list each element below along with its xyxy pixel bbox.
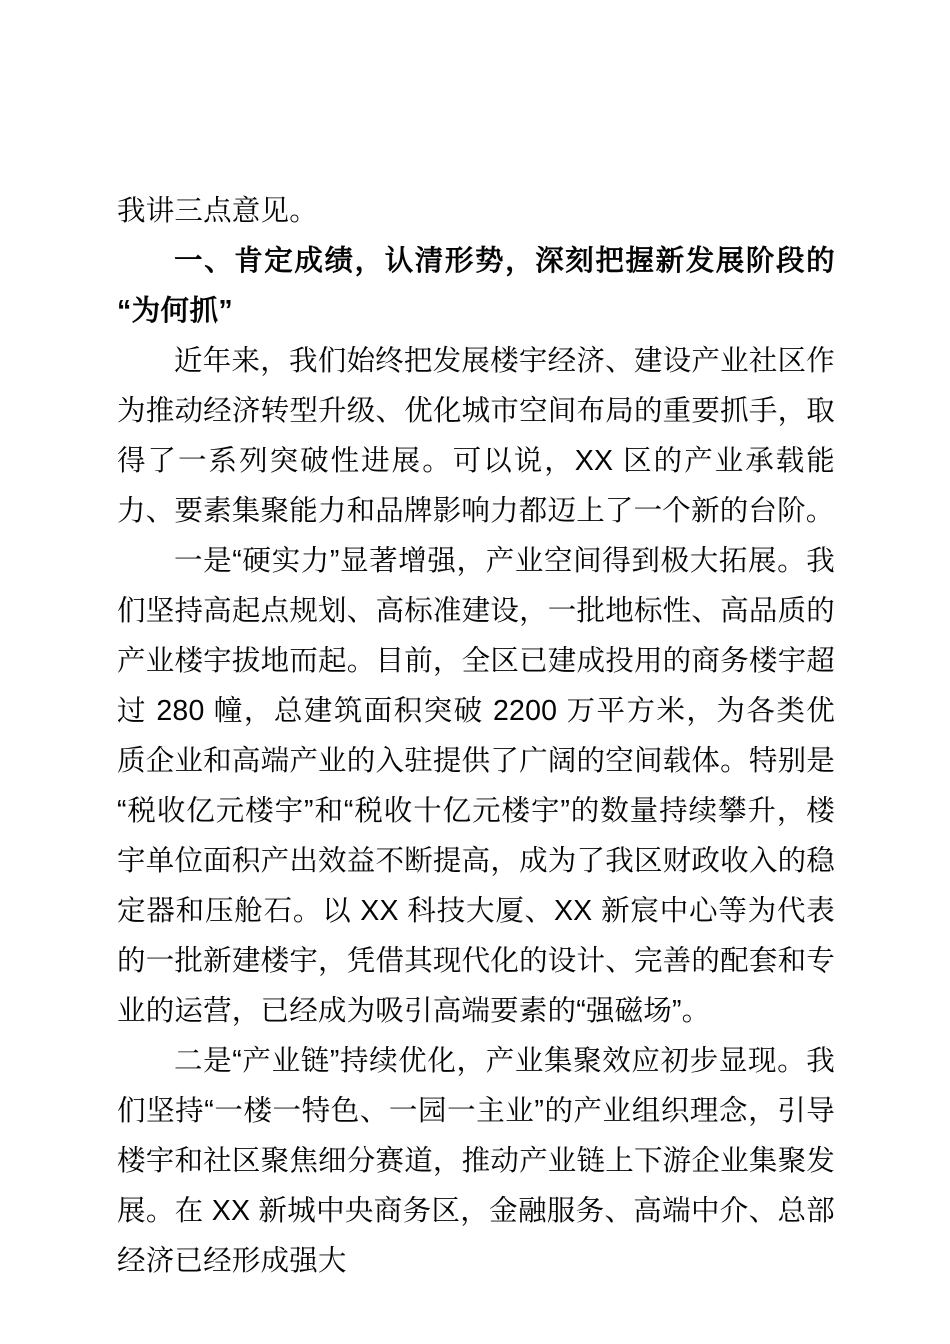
intro-line: 我讲三点意见。 <box>117 195 318 227</box>
document-body <box>117 186 835 1286</box>
paragraph-3: 二是“产业链”持续优化，产业集聚效应初步显现。我们坚持“一楼一特色、一园一主业”的产业组织理念，引导楼宇和社区聚焦细分赛道，推动产业链上下游企业集聚发展。在 XX 新城中央商务区，金融服务、高端中介、总部经济已经形成强大 <box>117 1045 835 1277</box>
paragraph-1: 近年来，我们始终把发展楼宇经济、建设产业社区作为推动经济转型升级、优化城市空间布局的重要抓手，取得了一系列突破性进展。可以说，XX 区的产业承载能力、要素集聚能力和品牌影响力都迈上了一个新的台阶。 <box>117 345 835 527</box>
section-heading-1: 一、肯定成绩，认清形势，深刻把握新发展阶段的“为何抓” <box>117 245 835 327</box>
paragraph-2: 一是“硬实力”显著增强，产业空间得到极大拓展。我们坚持高起点规划、高标准建设，一批地标性、高品质的产业楼宇拔地而起。目前，全区已建成投用的商务楼宇超过 280 幢，总建筑面积突破 2200 万平方米，为各类优质企业和高端产业的入驻提供了广阔的空间载体。特别是“税收亿元楼宇”和“税收十亿元楼宇”的数量持续攀升，楼宇单位面积产出效益不断提高，成为了我区财政收入的稳定器和压舱石。以 XX 科技大厦、XX 新宸中心等为代表的一批新建楼宇，凭借其现代化的设计、完善的配套和专业的运营，已经成为吸引高端要素的“强磁场”。 <box>117 545 835 1027</box>
